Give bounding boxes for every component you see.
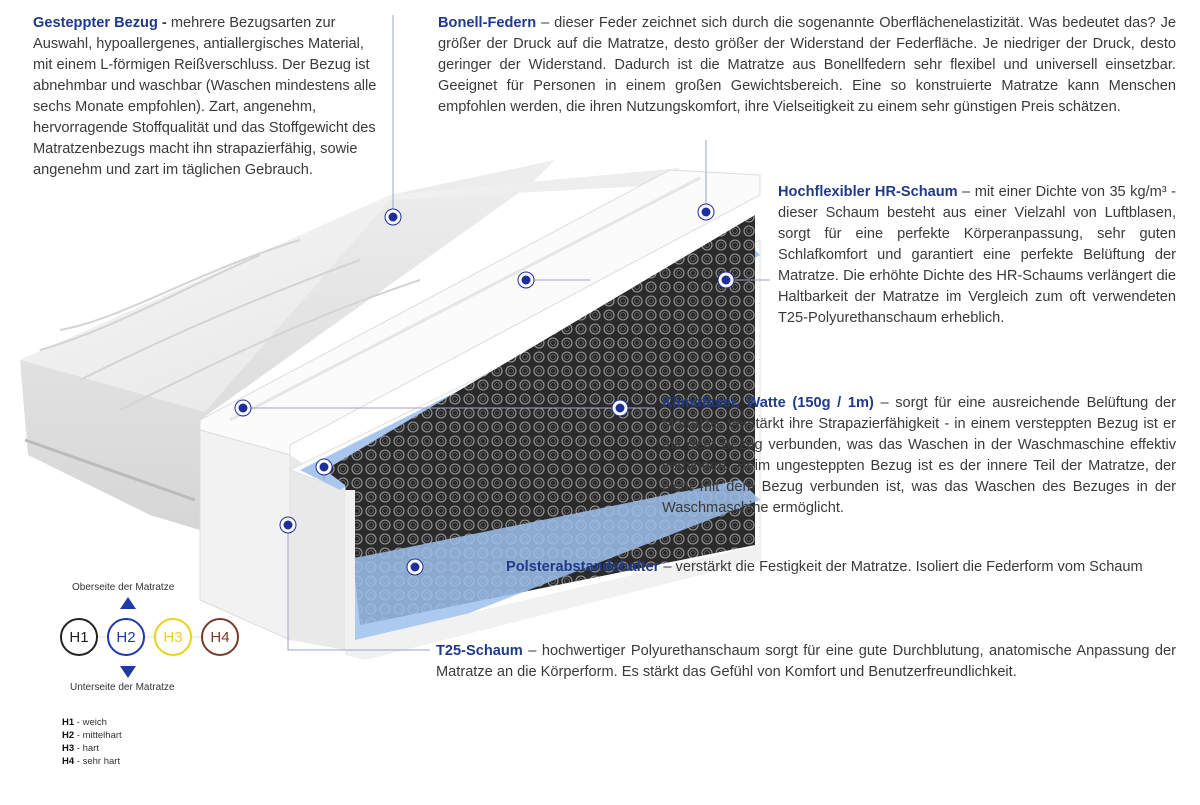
section-bezug-title: Gesteppter Bezug - [33,15,167,31]
marker-hr-left [518,272,534,288]
section-bonell-title: Bonell-Federn [438,15,537,31]
marker-klima-right [612,400,628,416]
section-bonell-text: – dieser Feder zeichnet sich durch die sogenannte Oberflächenelastizität. Was bedeutet das? Je größer der Druck auf die Matratze, desto größer der Widerstand der Federfläche. Je niedriger der Druck, desto geringer der Widerstand. Dadurch ist die Matratze aus Bonellfedern sehr flexibel und universell einsetzbar. Geeignet für Personen in einem großen Gewichtsbereich. Eine so konstruierte Matratze kann Menschen empfohlen werden, die ihren Nutzungskomfort, ihre Vielseitigkeit zu einem sehr günstigen Preis schätzen. [438,15,1176,115]
hardness-circle-h1: H1 [60,618,98,656]
marker-t25 [280,517,296,533]
hardness-list [62,716,122,768]
section-t25 [436,641,1176,683]
section-bezug [33,13,383,181]
section-polster-text: – verstärkt die Festigkeit der Matratze. Isoliert die Federform vom Schaum [663,559,1143,575]
section-hr-text: – mit einer Dichte von 35 kg/m³ - dieser Schaum besteht aus einer Vielzahl von Luftblasen, sorgt für eine perfekte Körperanpassung, sehr guten Schlafkomfort und garantiert eine perfekte Belüftung der Matratze. Die erhöhte Dichte des HR-Schaums verlängert die Haltbarkeit der Matratze im Vergleich zum oft verwendeten T25-Polyurethanschaum erheblich. [778,184,1176,326]
marker-spacer [316,459,332,475]
hardness-circle-h2: H2 [107,618,145,656]
arrow-up-icon [120,597,136,609]
marker-hr-right [718,272,734,288]
marker-bonell [698,204,714,220]
section-polsterabstandshalter [506,557,1176,578]
section-bonell [438,13,1176,118]
section-polster-title: Polsterabstandshalter [506,559,660,575]
section-klima-title: Klimafaser, Watte (150g / 1m) [662,395,874,411]
hardness-item: H2 - mittelhart [62,730,122,741]
hardness-item: H1 - weich [62,717,107,728]
section-t25-title: T25-Schaum [436,643,523,659]
marker-polster [407,559,423,575]
section-hr-title: Hochflexibler HR-Schaum [778,184,958,200]
hardness-item: H4 - sehr hart [62,756,121,767]
hardness-item: H3 - hart [62,743,99,754]
section-bezug-text: mehrere Bezugsarten zur Auswahl, hypoallergenes, antiallergisches Material, mit einem L-förmigen Reißverschluss. Der Bezug ist abnehmbar und waschbar (Waschen mindestens alle sechs Monate empfohlen). Zart, angenehm, hervorragende Stoffqualität und das Stoffgewicht des Matratzenbezugs macht ihn strapazierfähig, sowie angenehm und zart im täglichen Gebrauch. [33,15,377,178]
section-hr-schaum [778,182,1176,329]
legend-bottom-label: Unterseite der Matratze [70,682,175,693]
hardness-circle-h4: H4 [201,618,239,656]
section-klimafaser [662,393,1176,519]
section-klima-text: – sorgt für eine ausreichende Belüftung der Matratze, verstärkt ihre Strapazierfähigkeit - in einem versteppten Bezug ist er mit dem Bezug verbunden, was das Waschen in der Waschmaschine effektiv verhindert. Beim ungesteppten Bezug ist es der innere Teil der Matratze, der nicht mit dem Bezug verbunden ist, was das Waschen des Bezuges in der Waschmaschine ermöglicht. [662,395,1176,516]
legend-top-label: Oberseite der Matratze [72,582,175,593]
marker-bezug [385,209,401,225]
section-t25-text: – hochwertiger Polyurethanschaum sorgt für eine gute Durchblutung, anatomische Anpassung der Matratze an die Körperform. Es stärkt das Gefühl von Komfort und Benutzerfreundlichkeit. [436,643,1177,680]
arrow-down-icon [120,666,136,678]
marker-klima-left [235,400,251,416]
hardness-circle-h3: H3 [154,618,192,656]
